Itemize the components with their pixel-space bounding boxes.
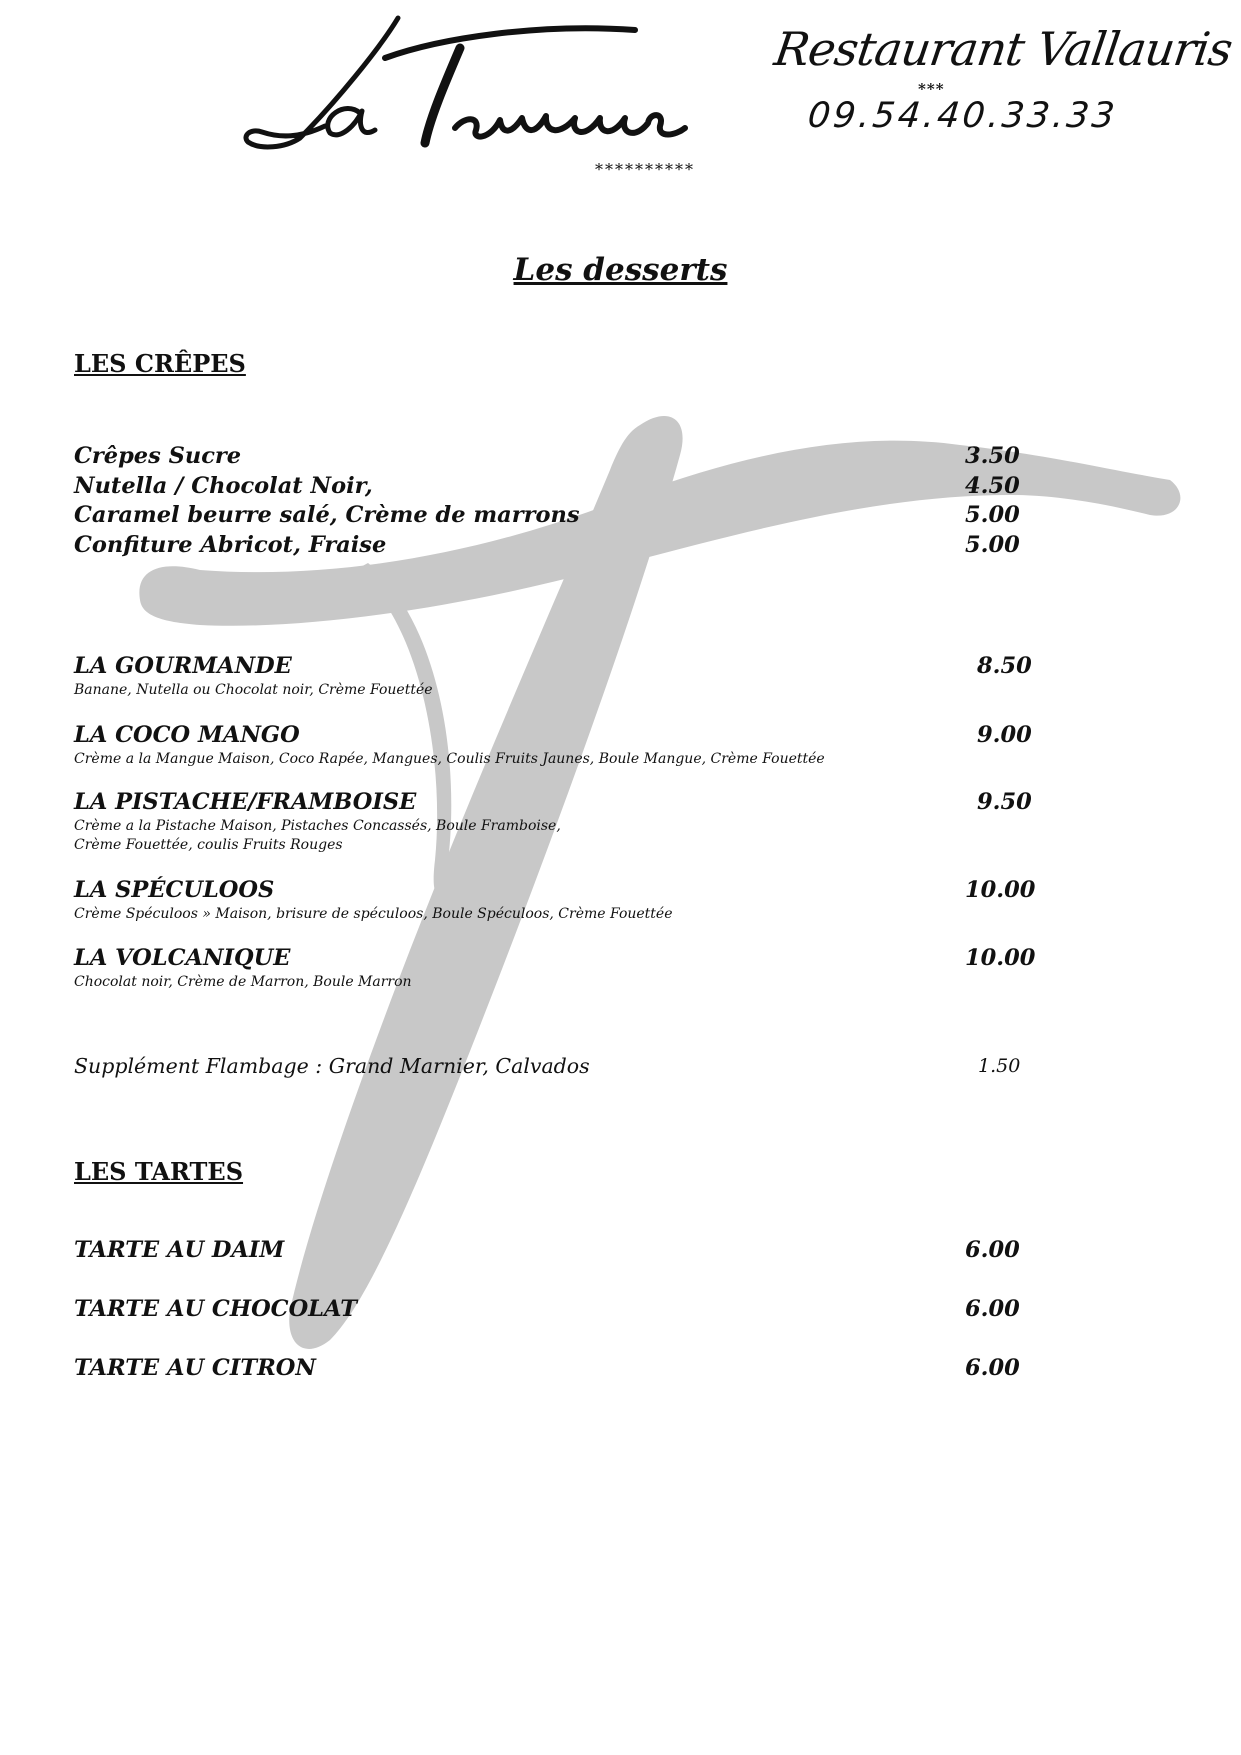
page-title: Les desserts (513, 252, 728, 288)
item-name: Nutella / Chocolat Noir, (74, 472, 373, 499)
item-price: 5.00 (965, 531, 1020, 558)
list-item (74, 1355, 1074, 1381)
item-name: TARTE AU CITRON (74, 1355, 316, 1381)
item-price: 4.50 (965, 472, 1020, 499)
item-price: 3.50 (965, 443, 1020, 469)
item-name: Caramel beurre salé, Crème de marrons (74, 502, 580, 528)
item-price: 8.50 (977, 653, 1032, 679)
list-item (74, 443, 1024, 473)
special-item (74, 653, 1074, 700)
item-name: LA SPÉCULOOS (74, 877, 275, 903)
item-name: LA GOURMANDE (74, 653, 292, 679)
item-name: LA VOLCANIQUE (74, 945, 291, 971)
item-name: Confiture Abricot, Fraise (74, 531, 387, 558)
list-item (74, 1296, 1074, 1322)
phone-number: 09.54.40.33.33 (805, 96, 1120, 136)
item-price: 10.00 (965, 945, 1036, 971)
section-title-tartes: LES TARTES (74, 1157, 244, 1186)
item-price: 9.00 (977, 722, 1032, 748)
supplement-row (74, 1054, 1074, 1078)
item-description: Crème a la Pistache Maison, Pistaches Concassés, Boule Framboise, (74, 818, 561, 834)
special-item (74, 945, 1074, 992)
item-description: Chocolat noir, Crème de Marron, Boule Marron (74, 974, 412, 990)
special-item (74, 722, 1074, 769)
list-item (74, 502, 1024, 532)
item-name: TARTE AU DAIM (74, 1237, 285, 1263)
list-item (74, 532, 1024, 562)
item-price: 10.00 (965, 877, 1036, 903)
supplement-price: 1.50 (978, 1055, 1021, 1077)
rating-stars: *** (918, 80, 945, 98)
supplement-name: Supplément Flambage : Grand Marnier, Calvados (74, 1054, 590, 1078)
special-item (74, 877, 1074, 924)
item-name: TARTE AU CHOCOLAT (74, 1296, 357, 1322)
item-description: Banane, Nutella ou Chocolat noir, Crème Fouettée (74, 682, 433, 698)
separator-stars: ********** (595, 160, 695, 179)
list-item (74, 473, 1024, 503)
item-price: 6.00 (965, 1296, 1020, 1322)
special-item (74, 789, 1074, 855)
crepes-simple-list (74, 443, 1024, 561)
la-terrasse-logo (240, 8, 740, 158)
item-name: LA PISTACHE/FRAMBOISE (74, 789, 417, 815)
item-price: 5.00 (965, 502, 1020, 528)
item-name: LA COCO MANGO (74, 722, 300, 748)
item-description: Crème Fouettée, coulis Fruits Rouges (74, 837, 343, 853)
item-price: 9.50 (977, 789, 1032, 815)
item-price: 6.00 (965, 1237, 1020, 1263)
item-name: Crêpes Sucre (74, 443, 242, 469)
item-description: Crème Spéculoos » Maison, brisure de spéculoos, Boule Spéculoos, Crème Fouettée (74, 906, 673, 922)
section-title-crepes: LES CRÊPES (74, 349, 246, 378)
restaurant-name: Restaurant Vallauris (771, 22, 1236, 76)
list-item (74, 1237, 1074, 1263)
item-price: 6.00 (965, 1355, 1020, 1381)
item-description: Crème a la Mangue Maison, Coco Rapée, Mangues, Coulis Fruits Jaunes, Boule Mangue, Crème Fouettée (74, 751, 825, 767)
